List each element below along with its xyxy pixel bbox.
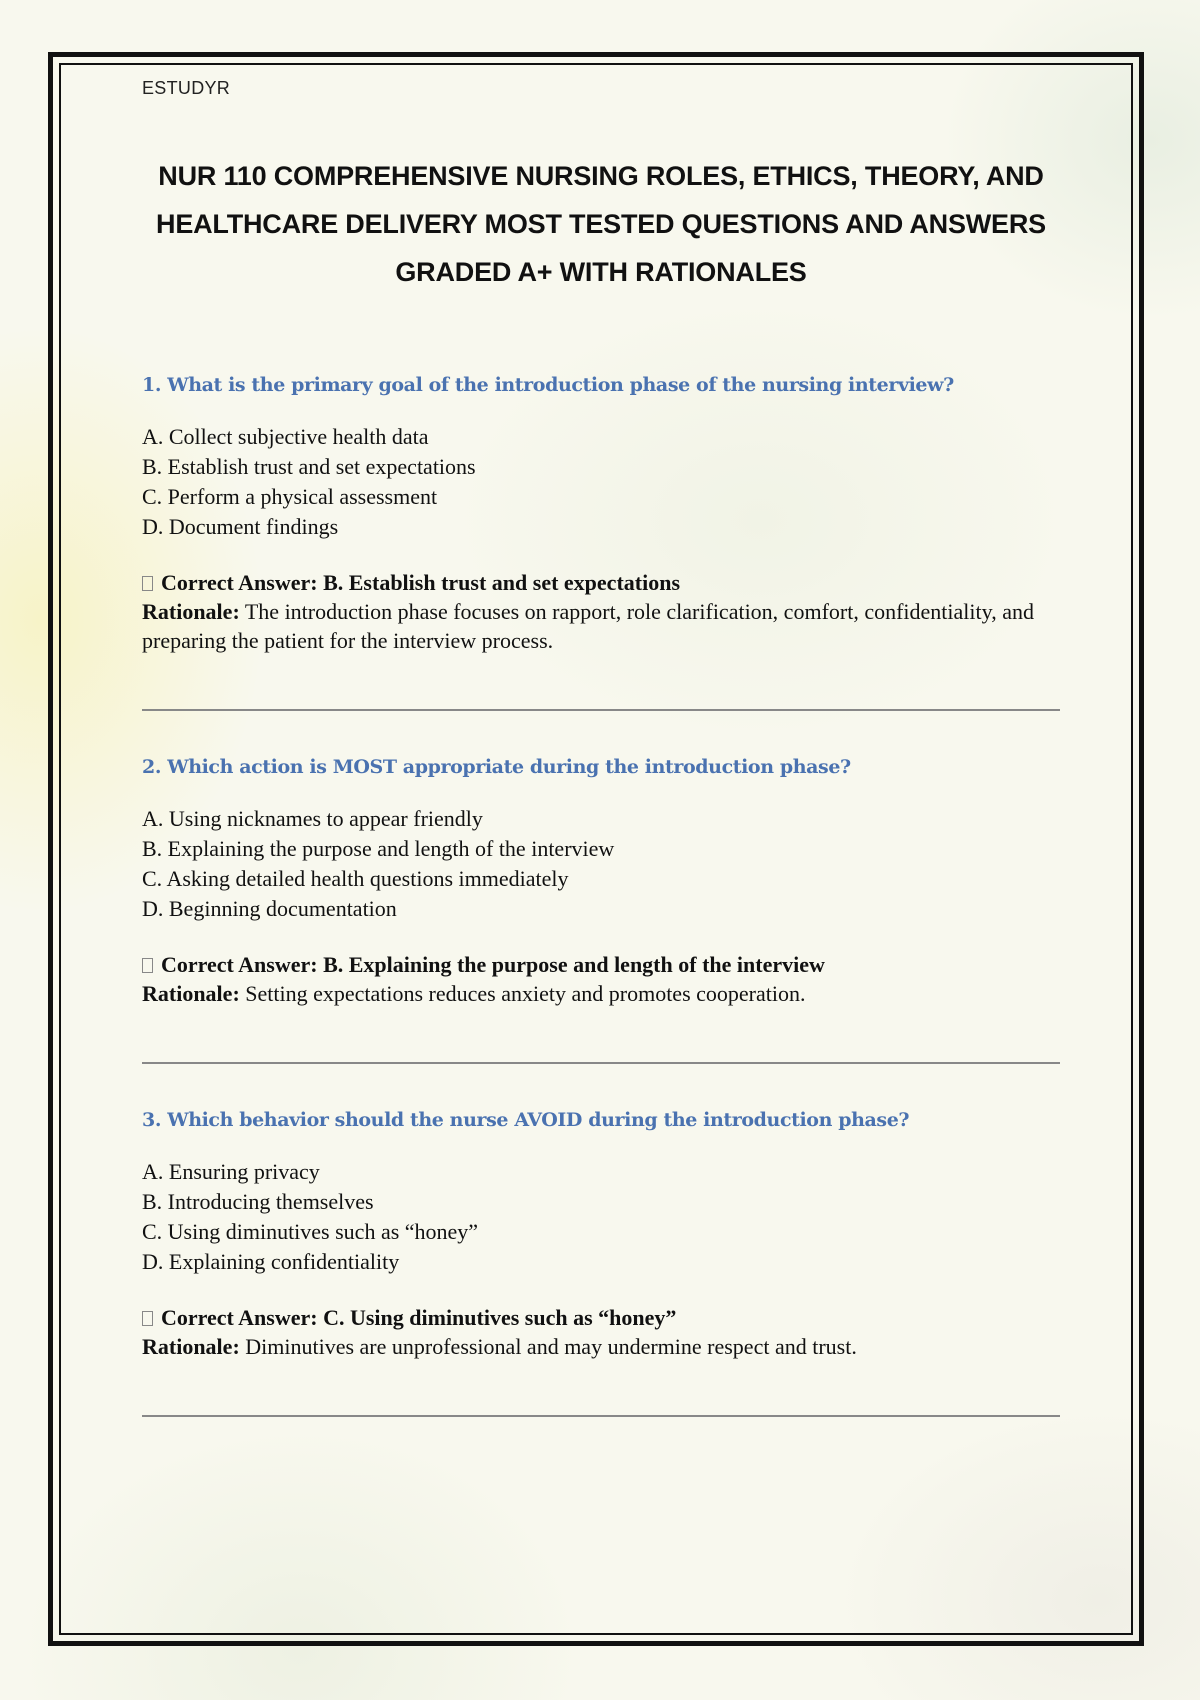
title-line: HEALTHCARE DELIVERY MOST TESTED QUESTIONS AND ANSWERS: [156, 209, 1046, 239]
document-body: [142, 78, 1060, 1417]
option-item: A. Using nicknames to appear friendly: [142, 806, 483, 831]
rationale-text: The introduction phase focuses on rapport, role clarification, comfort, confidentiality, and preparing the patient for the interview process.: [142, 599, 1034, 653]
rationale-text: Diminutives are unprofessional and may undermine respect and trust.: [239, 1334, 857, 1359]
correct-answer-text: Correct Answer: C. Using diminutives such as “honey”: [161, 1305, 677, 1330]
title-line: NUR 110 COMPREHENSIVE NURSING ROLES, ETHICS, THEORY, AND: [158, 161, 1044, 191]
rationale-label: Rationale:: [142, 1334, 240, 1359]
section-divider: [142, 709, 1060, 711]
option-list: [142, 422, 1060, 542]
rationale: [142, 1332, 1060, 1361]
checkbox-icon: [142, 576, 153, 591]
correct-answer: [142, 568, 1060, 597]
option-item: D. Explaining confidentiality: [142, 1249, 400, 1274]
rationale: [142, 597, 1060, 655]
question-block-2: [142, 756, 1060, 1008]
rationale-label: Rationale:: [142, 599, 240, 624]
correct-answer: [142, 1303, 1060, 1332]
rationale-text: Setting expectations reduces anxiety and promotes cooperation.: [239, 981, 806, 1006]
question-text: 1. What is the primary goal of the introduction phase of the nursing interview?: [142, 374, 954, 396]
question-block-3: [142, 1109, 1060, 1361]
document-title: [142, 152, 1060, 296]
rationale: [142, 979, 1060, 1008]
option-list: [142, 1157, 1060, 1277]
correct-answer-text: Correct Answer: B. Explaining the purpose and length of the interview: [161, 952, 825, 977]
question-block-1: [142, 374, 1060, 655]
checkbox-icon: [142, 1311, 153, 1326]
brand-label: ESTUDYR: [142, 78, 231, 98]
option-item: B. Establish trust and set expectations: [142, 454, 476, 479]
question-text: 2. Which action is MOST appropriate during the introduction phase?: [142, 756, 851, 778]
section-divider: [142, 1062, 1060, 1064]
correct-answer-text: Correct Answer: B. Establish trust and set expectations: [161, 570, 681, 595]
option-item: A. Collect subjective health data: [142, 424, 429, 449]
option-list: [142, 804, 1060, 924]
correct-answer: [142, 950, 1060, 979]
option-item: B. Explaining the purpose and length of the interview: [142, 836, 615, 861]
question-text: 3. Which behavior should the nurse AVOID during the introduction phase?: [142, 1109, 910, 1131]
option-item: B. Introducing themselves: [142, 1189, 374, 1214]
title-line: GRADED A+ WITH RATIONALES: [395, 257, 807, 287]
option-item: D. Document findings: [142, 514, 339, 539]
section-divider: [142, 1415, 1060, 1417]
rationale-label: Rationale:: [142, 981, 240, 1006]
option-item: C. Perform a physical assessment: [142, 484, 438, 509]
option-item: A. Ensuring privacy: [142, 1159, 320, 1184]
option-item: C. Using diminutives such as “honey”: [142, 1219, 479, 1244]
option-item: C. Asking detailed health questions immediately: [142, 866, 569, 891]
checkbox-icon: [142, 958, 153, 973]
option-item: D. Beginning documentation: [142, 896, 397, 921]
